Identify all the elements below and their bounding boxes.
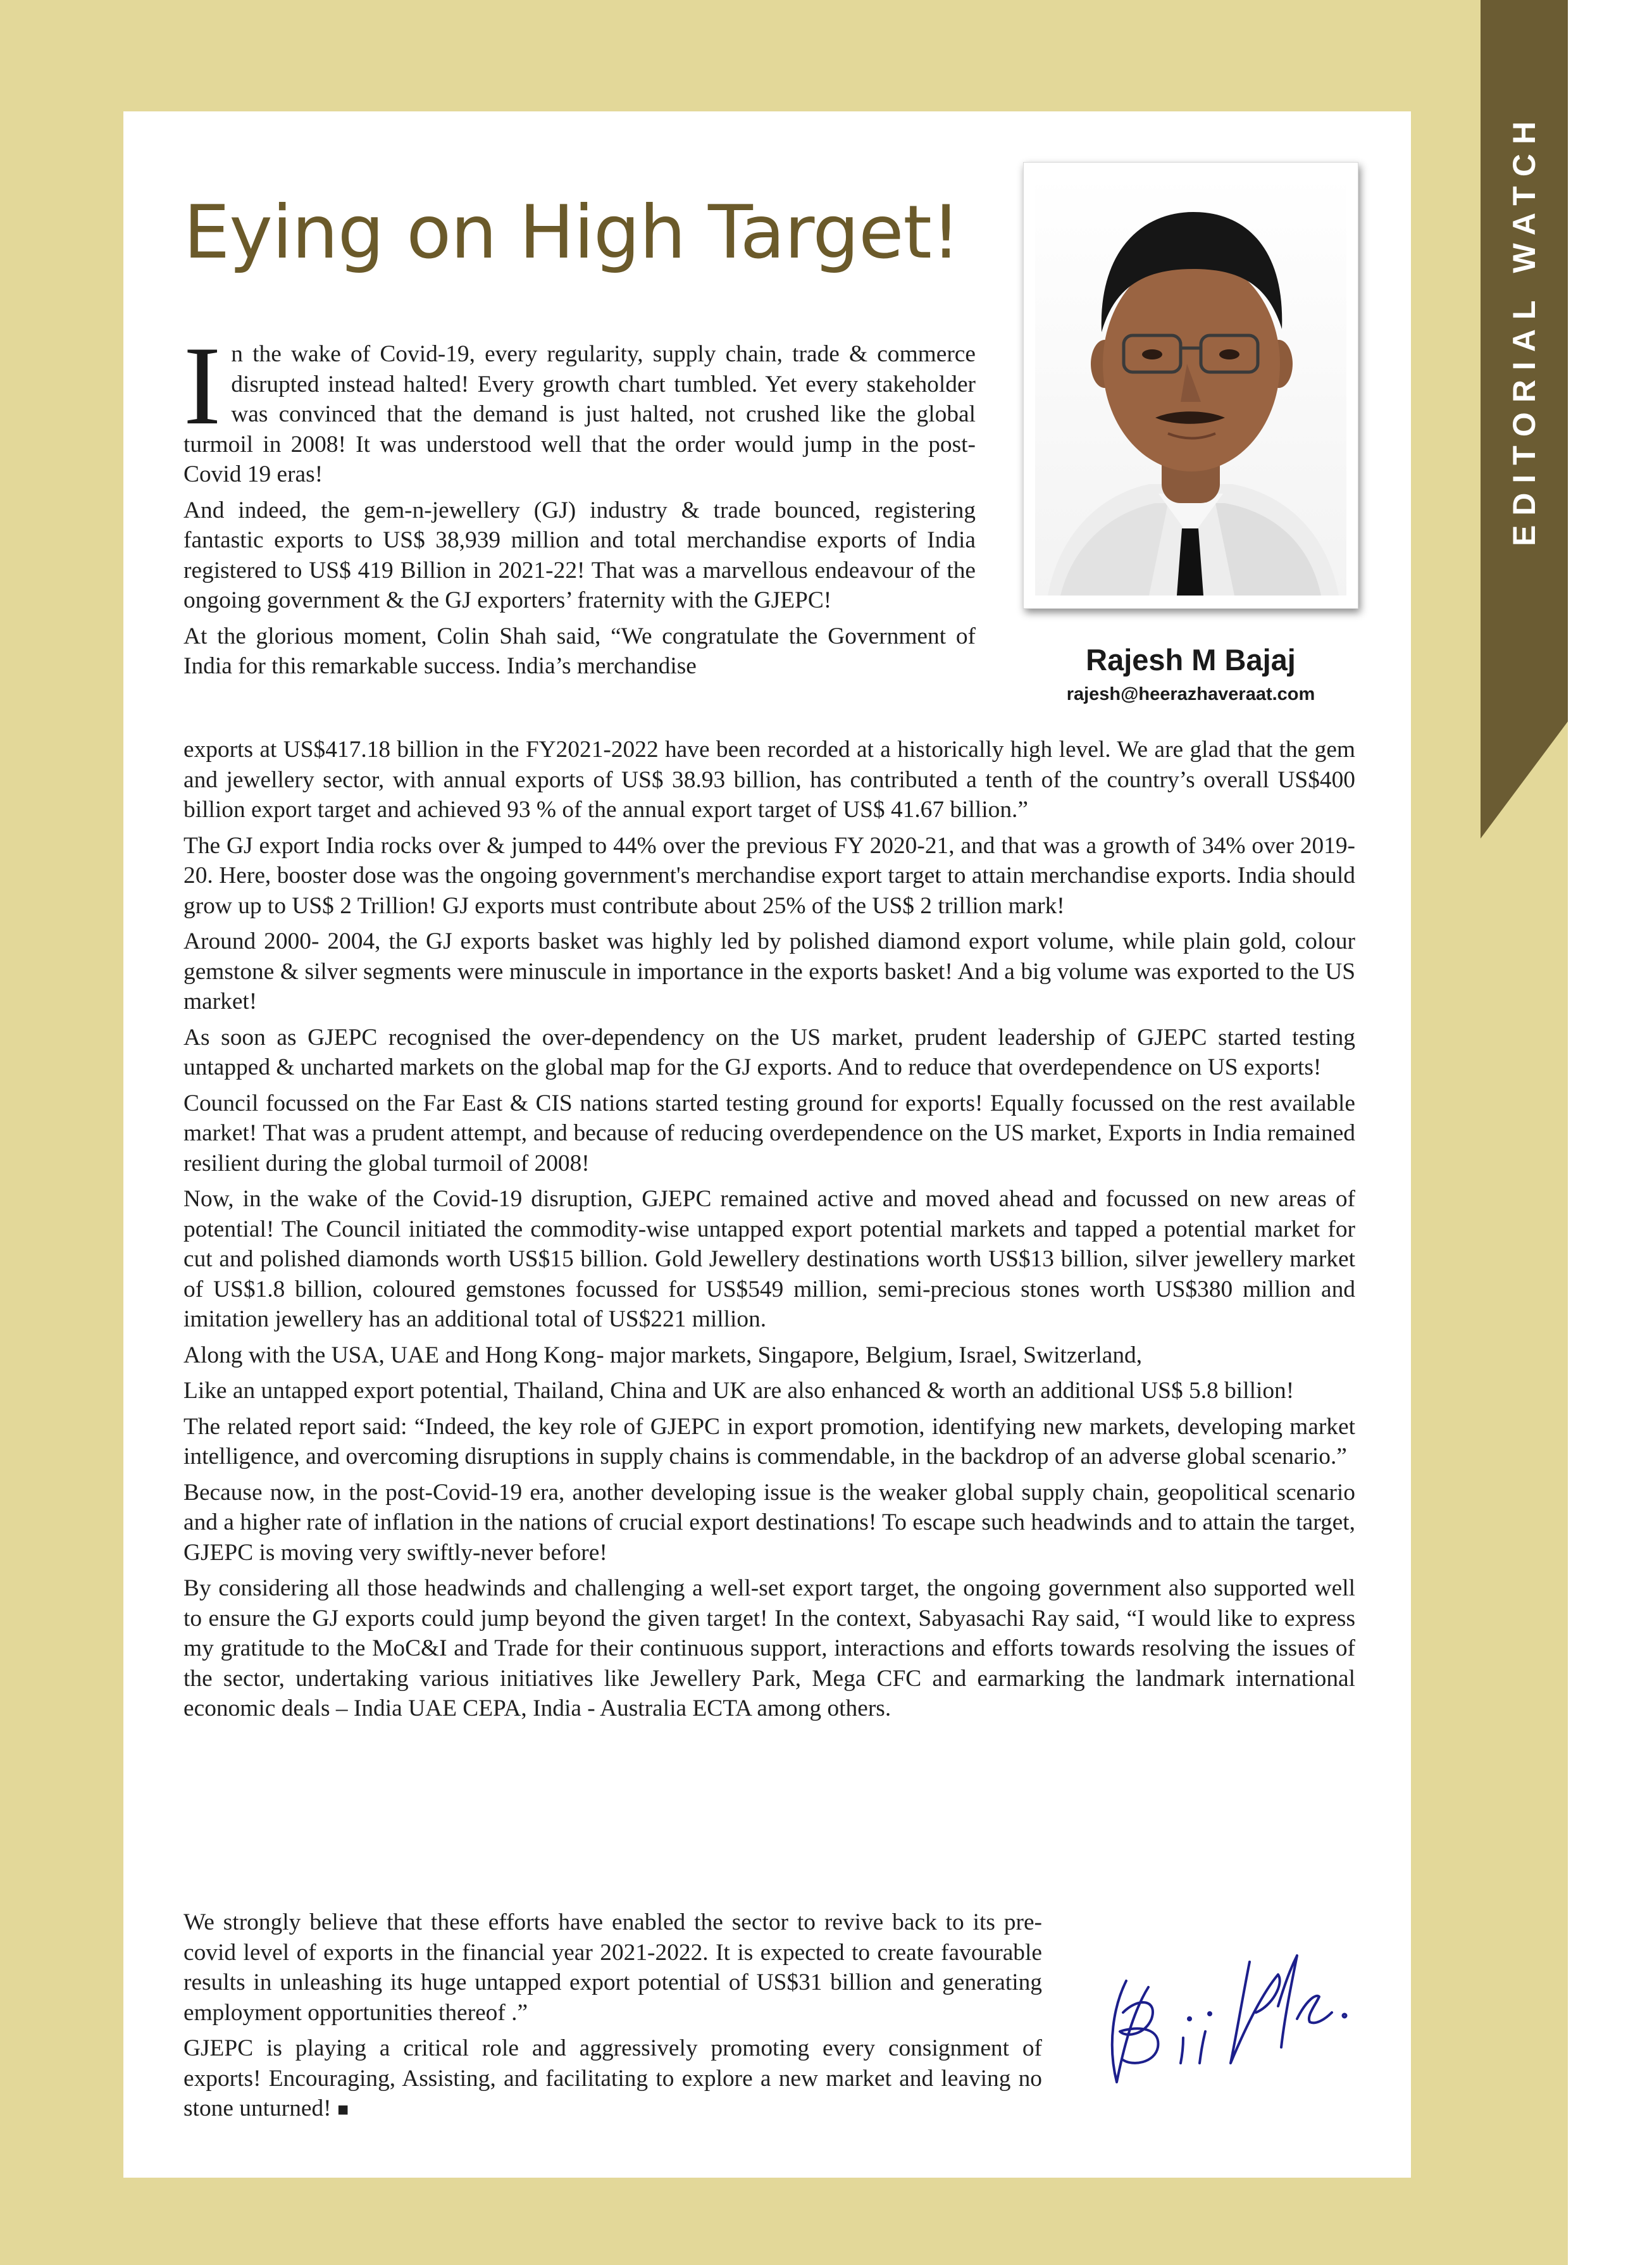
- article-column-top: [183, 323, 976, 687]
- paragraph-7: Council focussed on the Far East & CIS nations started testing ground for exports! Equally focussed on the rest available market! That was a prudent attempt, and because of reducing overdependence on the US market, Exports in India remained resilient during the global turmoil of 2008!: [183, 1090, 1355, 1176]
- paragraph-13: By considering all those headwinds and challenging a well-set export target, the ongoing government also supported well to ensure the GJ exports could jump beyond the given target! In the context, Sabyasachi Ray said, “I would like to express my gratitude to the MoC&I and Trade for their continuous support, interactions and efforts towards resolving the issues of the sector, undertaking various initiatives like Jewellery Park, Mega CFC and earmarking the landmark international economic deals – India UAE CEPA, India - Australia ECTA among others.: [183, 1575, 1355, 1721]
- paragraph-15: [183, 2033, 1042, 2125]
- signature-icon: [1088, 1937, 1354, 2095]
- paragraph-1-text: n the wake of Covid-19, every regularity, supply chain, trade & commerce disrupted instead halted! Every growth chart tumbled. Yet every stakeholder was convinced that the demand is just halted, not crushed like the global turmoil in 2008! It was understood well that the order would jump in the post-Covid 19 eras!: [183, 341, 976, 487]
- paragraph-11: The related report said: “Indeed, the key role of GJEPC in export promotion, identifying new markets, developing market intelligence, and overcoming disruptions in supply chains is commendable, in the backdrop of an adverse global scenario.”: [183, 1413, 1355, 1469]
- end-mark-icon: ■: [337, 2099, 349, 2120]
- paragraph-5: Around 2000- 2004, the GJ exports basket was highly led by polished diamond export volume, while plain gold, colour gemstone & silver segments were minuscule in importance in the exports basket! And a big volume was exported to the US market!: [183, 928, 1355, 1014]
- paragraph-9: Along with the USA, UAE and Hong Kong- major markets, Singapore, Belgium, Israel, Switzerland,: [183, 1342, 1143, 1368]
- paragraph-4: The GJ export India rocks over & jumped to 44% over the previous FY 2020-21, and that was a growth of 34% over 2019-20. Here, booster dose was the ongoing government's merchandise export target to attain merchandise exports. India should grow up to US$ 2 Trillion! GJ exports must contribute about 25% of the US$ 2 trillion mark!: [183, 832, 1355, 919]
- page-edge: [1568, 0, 1652, 2265]
- paragraph-12: Because now, in the post-Covid-19 era, another developing issue is the weaker global supply chain, geopolitical scenario and a higher rate of inflation in the nations of crucial export destinations! To escape such headwinds and to attain the target, GJEPC is moving very swiftly-never before!: [183, 1479, 1355, 1566]
- section-label: EDITORIAL WATCH: [1506, 111, 1542, 547]
- author-name: Rajesh M Bajaj: [1086, 643, 1296, 677]
- paragraph-1: [183, 323, 976, 490]
- paragraph-14: We strongly believe that these efforts have enabled the sector to revive back to its pre-covid level of exports in the financial year 2021-2022. It is expected to create favourable results in unleashing its huge untapped export potential of US$31 billion and generating employment opportunities thereof .”: [183, 1909, 1042, 2026]
- article-column-main: [183, 735, 1355, 1730]
- paragraph-6: As soon as GJEPC recognised the over-dependency on the US market, prudent leadership of GJEPC started testing untapped & uncharted markets on the global map for the GJ exports. And to reduce that overdependence on US exports!: [183, 1024, 1355, 1080]
- paragraph-8: Now, in the wake of the Covid-19 disruption, GJEPC remained active and moved ahead and focussed on new areas of potential! The Council initiated the commodity-wise untapped export potential markets and tapped a potential market for cut and polished diamonds worth US$15 billion. Gold Jewellery destinations worth US$13 billion, silver jewellery market of US$1.8 billion, coloured gemstones focussed for US$549 million, semi-precious stones worth US$380 million and imitation jewellery has an additional total of US$221 million.: [183, 1186, 1355, 1332]
- paragraph-3-end: exports at US$417.18 billion in the FY2021-2022 have been recorded at a historically high level. We are glad that the gem and jewellery sector, with annual exports of US$ 38.93 billion, has contributed a tenth of the country’s overall US$400 billion export target and achieved 93 % of the annual export target of US$ 41.67 billion.”: [183, 737, 1355, 823]
- drop-cap: I: [183, 323, 221, 448]
- paragraph-2: And indeed, the gem-n-jewellery (GJ) industry & trade bounced, registering fantastic exports to US$ 38,939 million and total merchandise exports of India registered to US$ 419 Billion in 2021-22! That was a marvellous endeavour of the ongoing government & the GJ exporters’ fraternity with the GJEPC!: [183, 497, 976, 613]
- article-column-bottom: [183, 1907, 1042, 2131]
- author-email[interactable]: rajesh@heerazhaveraat.com: [1066, 684, 1315, 704]
- author-portrait-icon: [1035, 174, 1346, 596]
- paragraph-3-start: At the glorious moment, Colin Shah said, “We congratulate the Government of India for this remarkable success. India’s merchandise: [183, 623, 976, 679]
- article-title: Eying on High Target!: [183, 190, 960, 275]
- paragraph-15-text: GJEPC is playing a critical role and aggressively promoting every consignment of exports! Encouraging, Assisting, and facilitating to explore a new market and leaving no stone unturned!: [183, 2035, 1042, 2121]
- author-photo: [1023, 162, 1358, 609]
- paragraph-10: Like an untapped export potential, Thailand, China and UK are also enhanced & worth an additional US$ 5.8 billion!: [183, 1378, 1295, 1404]
